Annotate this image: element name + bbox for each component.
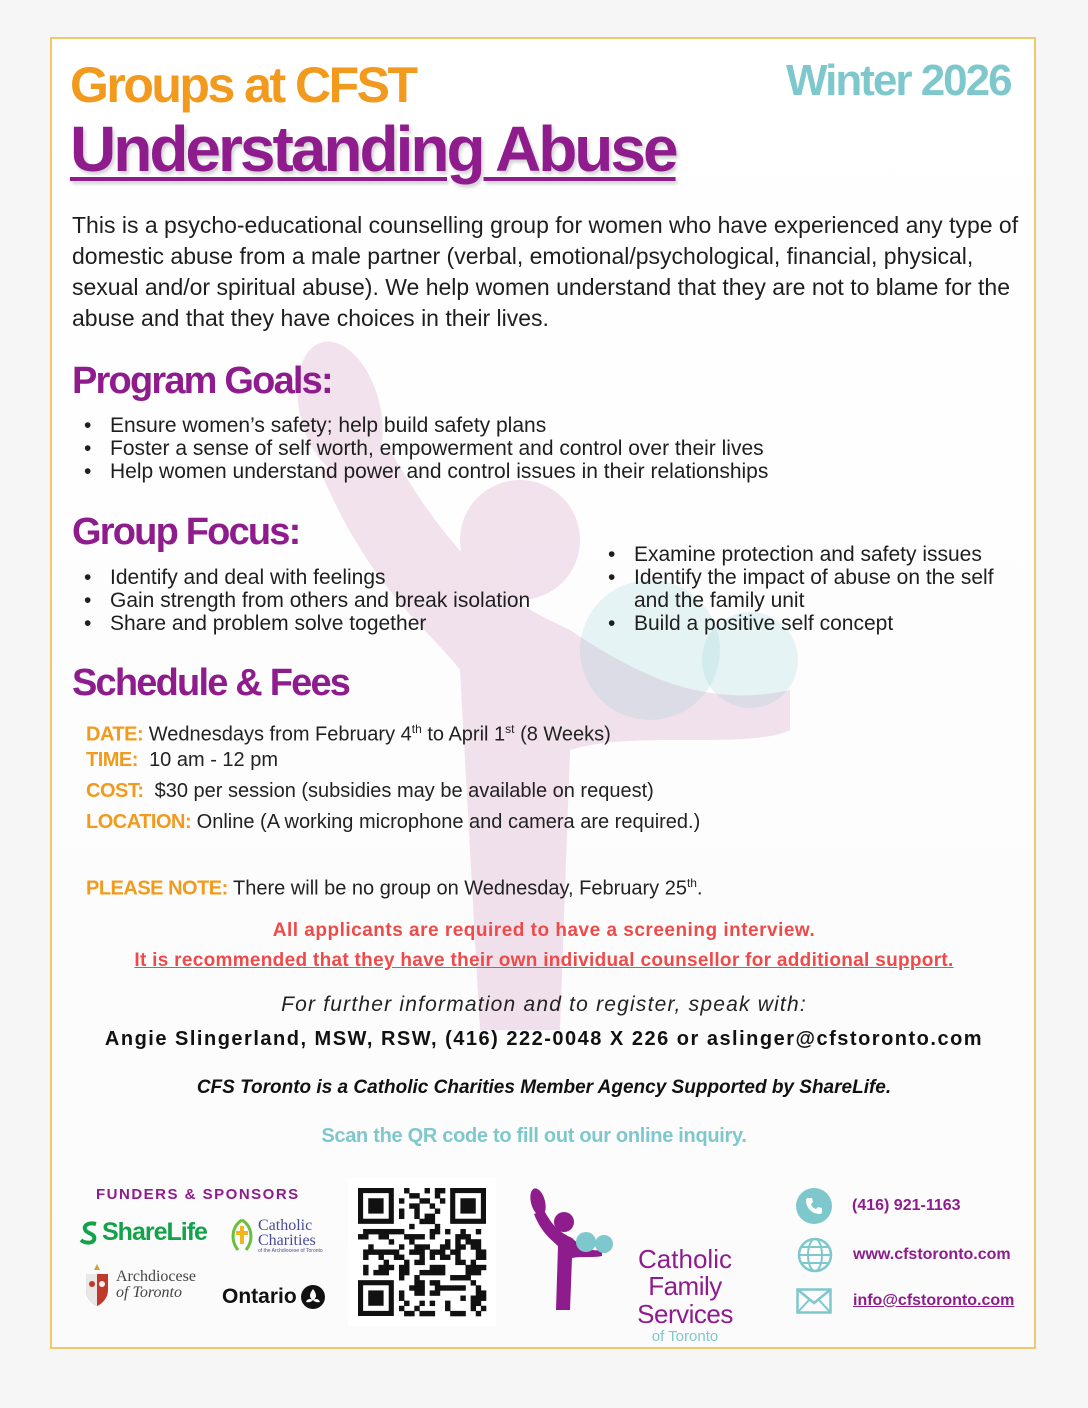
cost-value: $30 per session (subsidies may be available on request) bbox=[154, 780, 654, 802]
catholic-charities-icon bbox=[228, 1216, 256, 1256]
list-item: • Help women understand power and control issues in their relationships bbox=[72, 460, 768, 483]
list-item: • Share and problem solve together bbox=[72, 612, 530, 635]
archdiocese-logo bbox=[82, 1262, 196, 1308]
sharelife-text: ShareLife bbox=[102, 1218, 207, 1246]
group-label: Groups at CFST bbox=[70, 57, 416, 113]
schedule-time-row bbox=[86, 745, 703, 776]
group-focus-heading: Group Focus: bbox=[72, 511, 300, 553]
qr-code[interactable] bbox=[348, 1178, 496, 1326]
date-mid: to April 1 bbox=[421, 723, 506, 746]
time-label: TIME: bbox=[86, 749, 138, 771]
website-contact bbox=[796, 1236, 1011, 1274]
contact-person: Angie Slingerland, MSW, RSW, (416) 222-0048 X 226 or aslinger@cfstoronto.com bbox=[104, 1028, 984, 1050]
list-item: • Gain strength from others and break isolation bbox=[72, 589, 530, 612]
cfs-logo bbox=[524, 1186, 774, 1345]
page-title: Understanding Abuse bbox=[70, 113, 676, 185]
schedule-location-row bbox=[86, 807, 703, 838]
ontario-text: Ontario bbox=[222, 1285, 297, 1308]
contact-intro: For further information and to register, speak with: bbox=[281, 993, 807, 1016]
list-item: • Examine protection and safety issues bbox=[596, 543, 1026, 566]
group-focus-left-list bbox=[72, 566, 530, 635]
sharelife-icon bbox=[78, 1220, 102, 1246]
archdiocese-crest-icon bbox=[82, 1262, 112, 1308]
location-label: LOCATION: bbox=[86, 811, 192, 833]
email-link[interactable]: info@cfstoronto.com bbox=[853, 1292, 1015, 1309]
date-post: (8 Weeks) bbox=[514, 723, 611, 746]
program-goals-list bbox=[72, 414, 768, 483]
catholic-charities-text: Catholic bbox=[258, 1217, 313, 1234]
cfs-logo-text: Family Services bbox=[637, 1271, 733, 1329]
schedule-cost-row bbox=[86, 776, 703, 807]
note-label: PLEASE NOTE: bbox=[86, 877, 228, 900]
screening-notice: All applicants are required to have a screening interview. bbox=[272, 920, 816, 941]
list-item: • Identify and deal with feelings bbox=[72, 566, 530, 589]
archdiocese-text: of Toronto bbox=[116, 1284, 182, 1301]
catholic-charities-logo bbox=[228, 1216, 323, 1256]
ontario-logo bbox=[222, 1284, 326, 1310]
schedule-note-row bbox=[86, 868, 703, 899]
list-item: • Foster a sense of self worth, empowerment and control over their lives bbox=[72, 437, 768, 460]
date-label: DATE: bbox=[86, 723, 144, 746]
cost-label: COST: bbox=[86, 780, 144, 802]
trillium-icon bbox=[300, 1284, 326, 1310]
email-contact bbox=[796, 1288, 1014, 1314]
date-sup: st bbox=[505, 722, 515, 736]
phone-icon bbox=[796, 1188, 832, 1224]
cfs-logo-subtext: of Toronto bbox=[651, 1328, 719, 1345]
website-link[interactable]: www.cfstoronto.com bbox=[853, 1246, 1011, 1263]
schedule-heading: Schedule & Fees bbox=[72, 662, 350, 704]
list-item: • Ensure women’s safety; help build safety plans bbox=[72, 414, 768, 437]
intro-paragraph: This is a psycho-educational counselling group for women who have experienced any type of domestic abuse from a male partner (verbal, emotional/psychological, financial, physical, sexual and/or spiritual abuse). We help women understand that they are not to blame for the abuse and that they have choices in their lives. bbox=[72, 212, 1019, 331]
funders-heading: FUNDERS & SPONSORS bbox=[96, 1186, 300, 1203]
member-statement: CFS Toronto is a Catholic Charities Member Agency Supported by ShareLife. bbox=[196, 1077, 892, 1098]
schedule-details bbox=[86, 714, 703, 899]
archdiocese-text: Archdiocese bbox=[116, 1268, 196, 1285]
mail-icon bbox=[796, 1288, 832, 1314]
phone-number[interactable]: (416) 921-1163 bbox=[852, 1197, 961, 1214]
group-focus-right-list bbox=[596, 543, 1026, 635]
scan-instructions: Scan the QR code to fill out our online inquiry. bbox=[321, 1125, 747, 1147]
cfs-logo-text: Catholic bbox=[638, 1244, 732, 1274]
date-pre: Wednesdays from February 4 bbox=[148, 723, 412, 746]
list-item: • Identify the impact of abuse on the self and the family unit bbox=[596, 566, 1026, 612]
time-value: 10 am - 12 pm bbox=[149, 749, 279, 771]
globe-icon bbox=[796, 1236, 834, 1274]
program-goals-heading: Program Goals: bbox=[72, 360, 332, 402]
catholic-charities-subtext: of the Archdiocese of Toronto bbox=[258, 1248, 323, 1254]
note-post: . bbox=[696, 877, 703, 900]
counsellor-recommendation: It is recommended that they have their own individual counsellor for additional support. bbox=[134, 950, 954, 971]
qr-code-image bbox=[348, 1178, 496, 1326]
season-label: Winter 2026 bbox=[786, 56, 1011, 105]
date-sup: th bbox=[411, 722, 422, 736]
phone-contact bbox=[796, 1188, 961, 1224]
note-pre: There will be no group on Wednesday, February 25 bbox=[233, 877, 687, 900]
note-sup: th bbox=[686, 876, 697, 890]
schedule-date-row bbox=[86, 714, 703, 745]
location-value: Online (A working microphone and camera are required.) bbox=[196, 811, 701, 833]
sharelife-logo bbox=[78, 1218, 207, 1247]
list-item: • Build a positive self concept bbox=[596, 612, 1026, 635]
catholic-charities-text: Charities bbox=[258, 1232, 316, 1249]
